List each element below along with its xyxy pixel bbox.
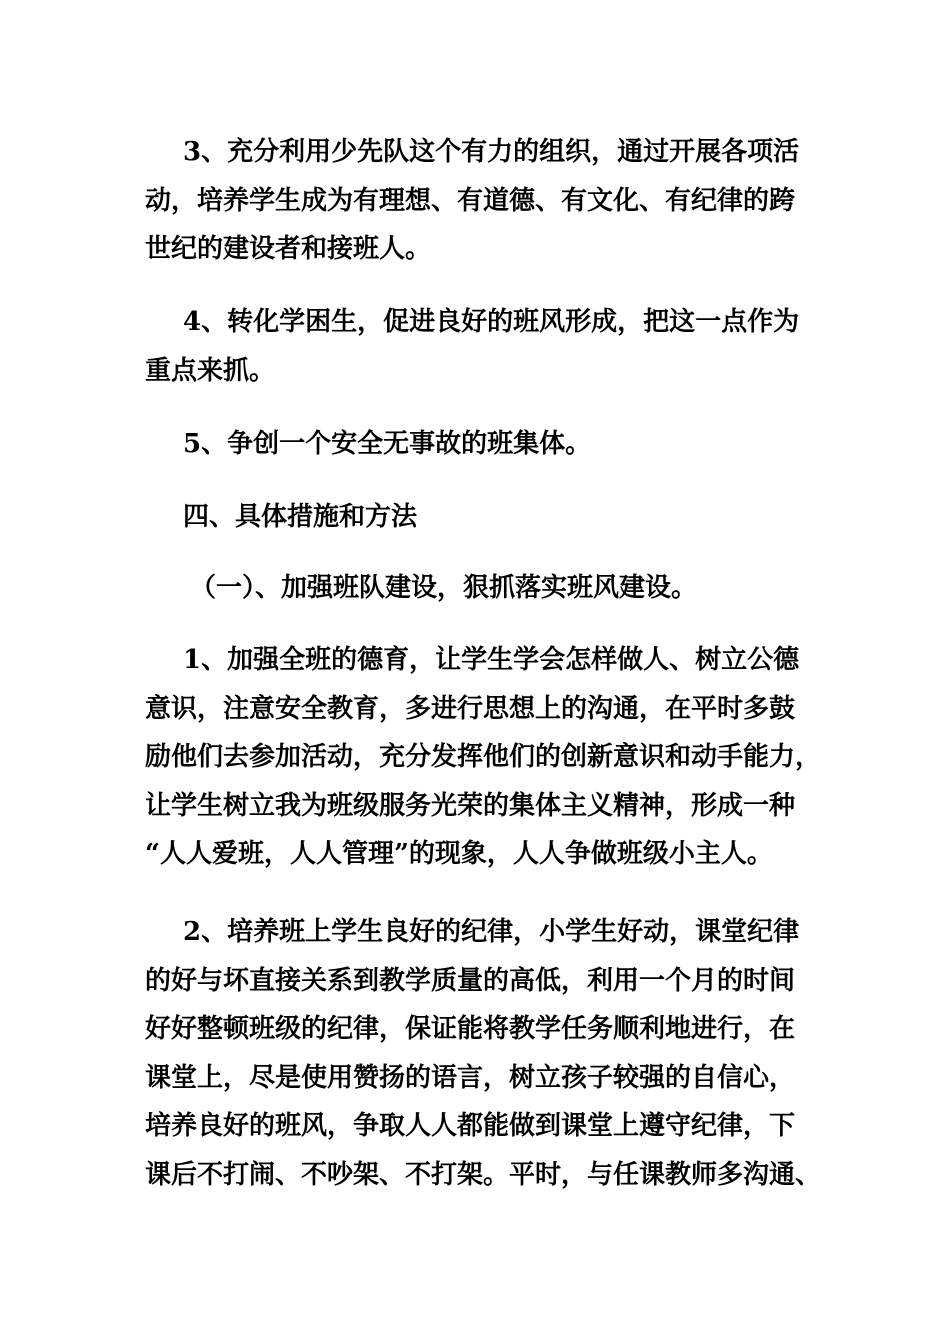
- text-line: 1、加强全班的德育，让学生学会怎样做人、树立公德: [183, 645, 800, 675]
- text-line: 重点来抓。: [145, 355, 276, 386]
- subsection-heading: [145, 564, 810, 613]
- text-line: 让学生树立我为班级服务光荣的集体主义精神，形成一种: [145, 790, 796, 821]
- text-line: 5、争创一个安全无事故的班集体。: [183, 429, 592, 459]
- text-line: “人人爱班，人人管理”的现象，人人争做班级小主人。: [145, 839, 773, 869]
- text-line: 四、具体措施和方法: [183, 502, 418, 532]
- section-heading: [145, 493, 810, 542]
- paragraph-measure-1: [145, 636, 822, 879]
- paragraph-goal-4: [145, 298, 810, 395]
- paragraph-measure-2: [145, 908, 822, 1199]
- text-line: 世纪的建设者和接班人。: [145, 234, 432, 264]
- text-line: 培养良好的班风，争取人人都能做到课堂上遵守纪律，下: [145, 1111, 796, 1141]
- paragraph-goal-3: [145, 128, 810, 274]
- text-line: 意识，注意安全教育，多进行思想上的沟通，在平时多鼓: [145, 693, 796, 724]
- paragraph-goal-5: [145, 420, 810, 469]
- text-line: 励他们去参加活动，充分发挥他们的创新意识和动手能力，: [145, 742, 822, 772]
- text-line: 的好与坏直接关系到教学质量的高低，利用一个月的时间: [145, 965, 796, 996]
- text-line: 好好整顿班级的纪律，保证能将教学任务顺利地进行，在: [145, 1014, 796, 1044]
- text-line: 课堂上，尽是使用赞扬的语言，树立孩子较强的自信心，: [145, 1062, 796, 1093]
- text-line: 课后不打闹、不吵架、不打架。平时，与任课教师多沟通、: [145, 1159, 822, 1190]
- text-line: （一）、加强班队建设，狠抓落实班风建设。: [190, 573, 698, 603]
- text-line: 2、培养班上学生良好的纪律，小学生好动，课堂纪律: [183, 917, 800, 947]
- text-line: 4、转化学困生，促进良好的班风形成，把这一点作为: [183, 307, 800, 337]
- text-line: 动，培养学生成为有理想、有道德、有文化、有纪律的跨: [145, 185, 796, 216]
- text-line: 3、充分利用少先队这个有力的组织，通过开展各项活: [183, 137, 800, 167]
